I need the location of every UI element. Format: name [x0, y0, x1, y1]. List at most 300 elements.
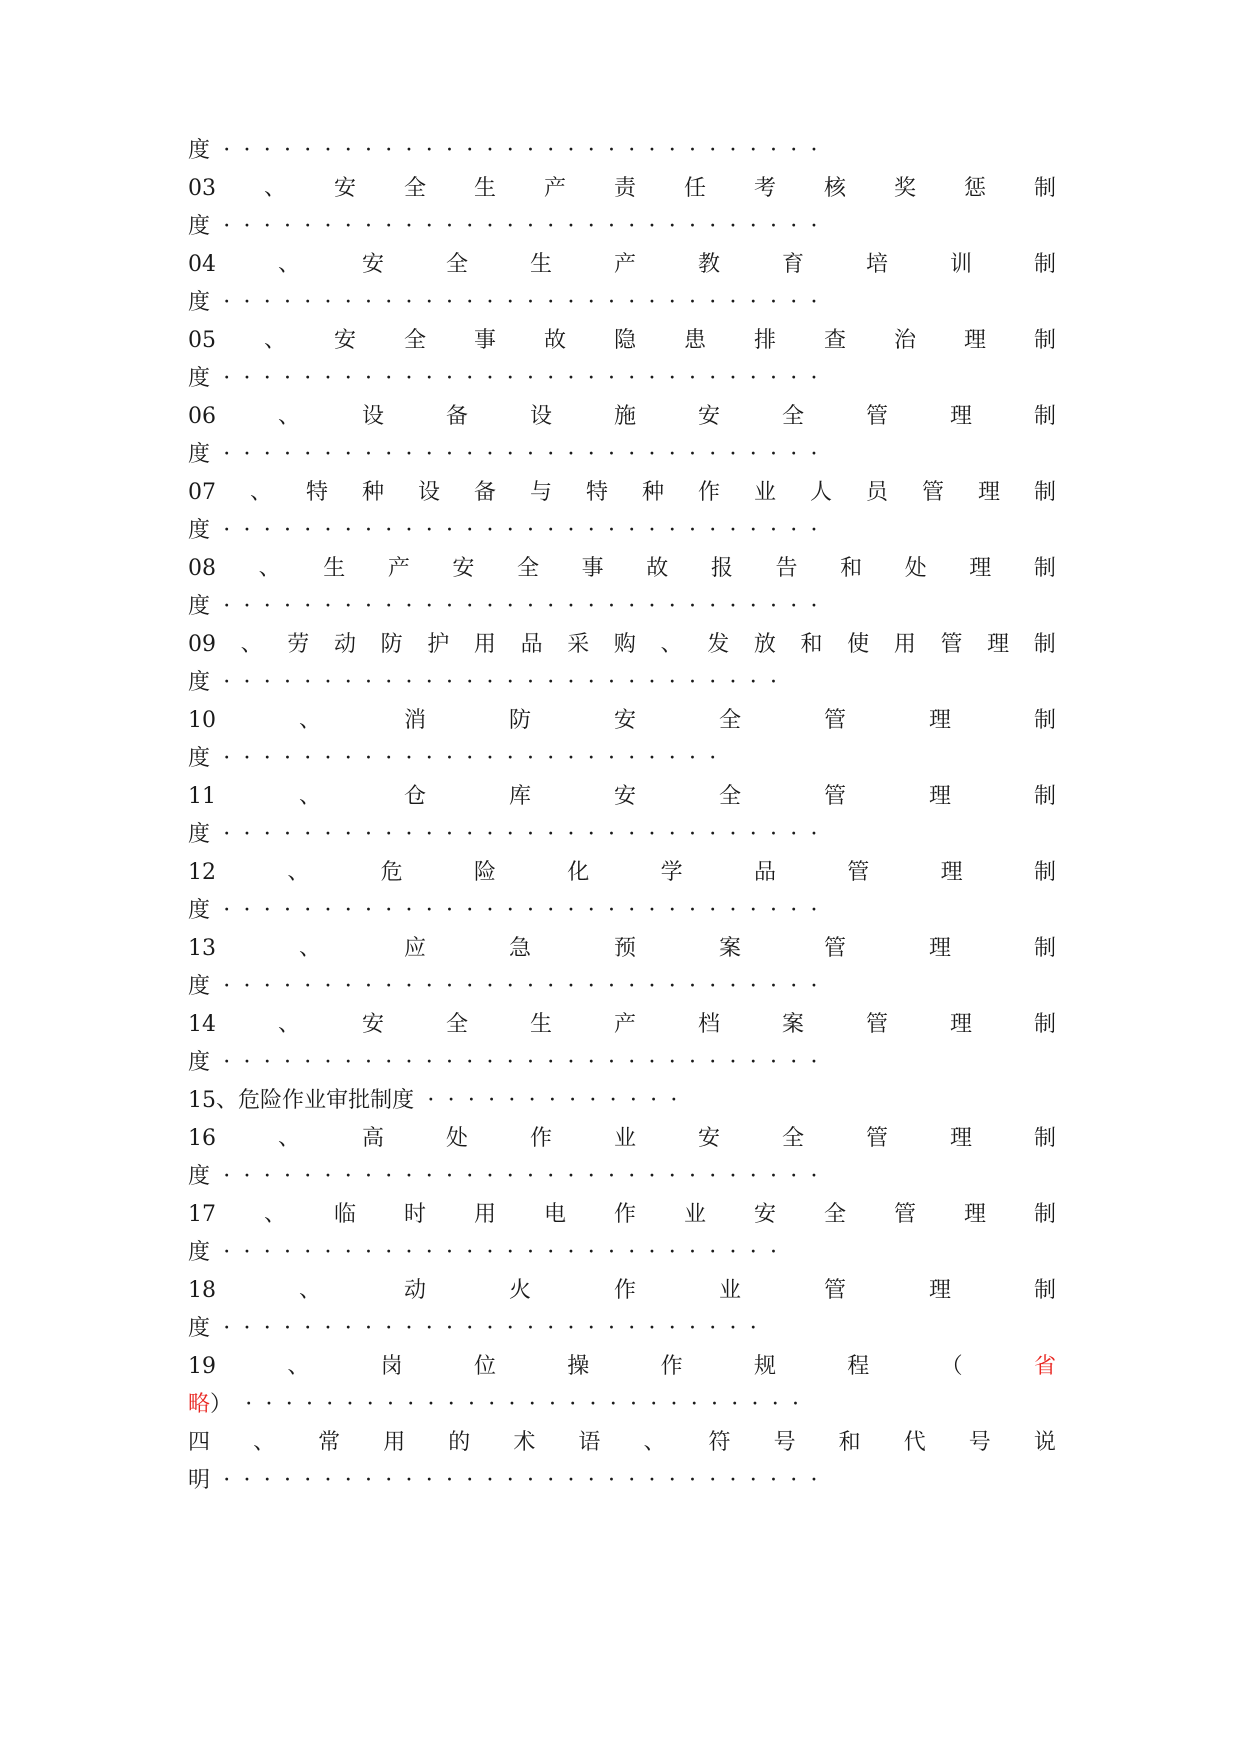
leader-dot: ·	[466, 214, 474, 239]
leader-dot: ·	[648, 1240, 656, 1265]
toc-entry	[188, 1082, 1056, 1120]
toc-glyph: 故	[543, 328, 566, 353]
leader-dot: ·	[587, 214, 595, 239]
leader-dot: ·	[223, 974, 231, 999]
toc-entry	[188, 474, 1056, 550]
leader-dot: ·	[385, 1050, 393, 1075]
leader-dot: ·	[385, 138, 393, 163]
toc-glyph: 奖	[893, 176, 916, 201]
leader-dot: ·	[770, 214, 778, 239]
leader-dot: ·	[506, 518, 514, 543]
toc-glyph: 制	[370, 1088, 393, 1113]
leader-dot: ·	[608, 670, 616, 695]
leader-dot: ·	[405, 518, 413, 543]
leader-dot: ·	[425, 670, 433, 695]
toc-glyph: 、	[287, 860, 310, 885]
leader-dot: ·	[425, 1468, 433, 1493]
leader-dot: ·	[506, 898, 514, 923]
toc-glyph: 理	[928, 784, 951, 809]
leader-dot: ·	[749, 1240, 757, 1265]
leader-dot: ·	[709, 594, 717, 619]
toc-glyph: 制	[1033, 556, 1056, 581]
leader-dot: ·	[528, 1392, 536, 1417]
leader-dot: ·	[447, 1088, 455, 1113]
toc-glyph: 12	[188, 860, 216, 885]
toc-entry-title-line	[188, 1272, 1056, 1310]
leader-dot: ·	[304, 1316, 312, 1341]
leader-dot: ·	[304, 974, 312, 999]
toc-glyph: 全	[823, 1202, 846, 1227]
leader-dot: ·	[265, 1392, 273, 1417]
leader-dot: ·	[365, 594, 373, 619]
toc-glyph: 产	[613, 1012, 636, 1037]
leader-dot: ·	[790, 1468, 798, 1493]
leader-dot: ·	[790, 290, 798, 315]
toc-glyph: 理	[963, 1202, 986, 1227]
leader-dot: ·	[425, 1164, 433, 1189]
toc-entry	[188, 1120, 1056, 1196]
toc-glyph: 应	[403, 936, 426, 961]
leader-dot: ·	[486, 1164, 494, 1189]
toc-glyph: 度	[188, 1164, 211, 1189]
leader-dot: ·	[324, 746, 332, 771]
toc-glyph: 管	[921, 480, 944, 505]
toc-glyph: 高	[361, 1126, 384, 1151]
leader-dot: ·	[587, 898, 595, 923]
toc-glyph: 劳	[287, 632, 310, 657]
leader-dot: ·	[770, 1468, 778, 1493]
leader-dot: ·	[486, 1240, 494, 1265]
toc-glyph: 制	[1033, 784, 1056, 809]
toc-glyph: 员	[865, 480, 888, 505]
leader-dot: ·	[689, 1240, 697, 1265]
leader-dot: ·	[770, 898, 778, 923]
toc-glyph: 06	[188, 404, 216, 429]
leader-dot: ·	[263, 1240, 271, 1265]
toc-entry	[188, 246, 1056, 322]
leader-dot: ·	[243, 974, 251, 999]
leader-dot: ·	[608, 746, 616, 771]
leader-dot: ·	[810, 214, 818, 239]
leader-dot: ·	[365, 214, 373, 239]
leader-dot: ·	[628, 1468, 636, 1493]
leader-dot: ·	[810, 518, 818, 543]
leader-dot: ·	[689, 670, 697, 695]
toc-glyph: 度	[188, 366, 211, 391]
leader-dot: ·	[709, 442, 717, 467]
leader-dot: ·	[508, 1392, 516, 1417]
toc-glyph: 危	[238, 1088, 261, 1113]
leader-dot: ·	[709, 822, 717, 847]
leader-dot: ·	[628, 1164, 636, 1189]
toc-glyph: 产	[387, 556, 410, 581]
leader-dot: ·	[689, 594, 697, 619]
toc-glyph: 设	[529, 404, 552, 429]
leader-dot: ·	[648, 1164, 656, 1189]
leader-dot: ·	[527, 1050, 535, 1075]
toc-glyph: 危	[380, 860, 403, 885]
leader-dot: ·	[668, 1164, 676, 1189]
toc-glyph: 的	[448, 1430, 471, 1455]
toc-entry-tail-line	[188, 1044, 1056, 1082]
leader-dot: ·	[770, 442, 778, 467]
leader-dot: ·	[549, 1392, 557, 1417]
toc-entry	[188, 398, 1056, 474]
leader-dot: ·	[648, 1316, 656, 1341]
toc-entry-title-line	[188, 246, 1056, 284]
leader-dot: ·	[446, 1468, 454, 1493]
leader-dot: ·	[648, 138, 656, 163]
leader-dot: ·	[770, 518, 778, 543]
toc-glyph: 种	[641, 480, 664, 505]
toc-glyph: 管	[823, 1278, 846, 1303]
toc-glyph: 常	[318, 1430, 341, 1455]
leader-dot: ·	[446, 1240, 454, 1265]
toc-glyph: 、	[277, 404, 300, 429]
leader-dot: ·	[324, 214, 332, 239]
leader-dot: ·	[587, 822, 595, 847]
leader-dot: ·	[284, 898, 292, 923]
leader-dot: ·	[628, 746, 636, 771]
leader-dot: ·	[749, 974, 757, 999]
leader-dot: ·	[446, 290, 454, 315]
leader-dot: ·	[770, 1240, 778, 1265]
leader-dot: ·	[506, 442, 514, 467]
leader-dot: ·	[790, 1164, 798, 1189]
leader-dot: ·	[709, 670, 717, 695]
leader-dot: ·	[405, 898, 413, 923]
leader-dot: ·	[629, 1088, 637, 1113]
leader-dot: ·	[729, 898, 737, 923]
leader-dot: ·	[628, 442, 636, 467]
toc-glyph: 任	[683, 176, 706, 201]
leader-dot: ·	[466, 1164, 474, 1189]
leader-dot: ·	[567, 518, 575, 543]
leader-dot: ·	[385, 1316, 393, 1341]
toc-glyph: 安	[753, 1202, 776, 1227]
leader-dot: ·	[506, 594, 514, 619]
leader-dot: ·	[284, 366, 292, 391]
leader-dot: ·	[284, 1164, 292, 1189]
leader-dot: ·	[263, 138, 271, 163]
toc-glyph: 特	[585, 480, 608, 505]
leader-dot: ·	[709, 1316, 717, 1341]
leader-dot: ·	[569, 1392, 577, 1417]
leader-dot: ·	[608, 214, 616, 239]
toc-entry-title-line	[188, 702, 1056, 740]
leader-dot: ·	[486, 366, 494, 391]
leader-dot: ·	[527, 518, 535, 543]
toc-glyph: 安	[333, 328, 356, 353]
leader-dot: ·	[365, 366, 373, 391]
leader-dot: ·	[405, 746, 413, 771]
leader-dot: ·	[790, 822, 798, 847]
leader-dot: ·	[668, 442, 676, 467]
leader-dot: ·	[547, 1164, 555, 1189]
toc-entry-tail-line	[188, 132, 1056, 170]
toc-glyph: 动	[403, 1278, 426, 1303]
toc-glyph: 03	[188, 176, 216, 201]
leader-dot: ·	[425, 442, 433, 467]
leader-dot: ·	[810, 1164, 818, 1189]
leader-dot: ·	[628, 366, 636, 391]
leader-dot: ·	[425, 290, 433, 315]
leader-dot: ·	[223, 1050, 231, 1075]
toc-glyph: 度	[188, 898, 211, 923]
leader-dot: ·	[466, 138, 474, 163]
leader-dot: ·	[547, 442, 555, 467]
leader-dot: ·	[628, 290, 636, 315]
leader-dot: ·	[770, 594, 778, 619]
leader-dot: ·	[790, 442, 798, 467]
leader-dot: ·	[709, 974, 717, 999]
leader-dot: ·	[608, 1240, 616, 1265]
leader-dot: ·	[365, 442, 373, 467]
leader-dot: ·	[587, 442, 595, 467]
leader-dot: ·	[608, 594, 616, 619]
leader-dot: ·	[648, 746, 656, 771]
leader-dot: ·	[567, 822, 575, 847]
leader-dot: ·	[344, 138, 352, 163]
leader-dot: ·	[668, 1240, 676, 1265]
leader-dot: ·	[506, 1316, 514, 1341]
leader-dot: ·	[324, 898, 332, 923]
leader-dot: ·	[506, 1050, 514, 1075]
leader-dot: ·	[223, 214, 231, 239]
leader-dot: ·	[223, 518, 231, 543]
leader-dot: ·	[284, 746, 292, 771]
leader-dot: ·	[709, 1240, 717, 1265]
toc-glyph: 全	[718, 708, 741, 733]
leader-dot: ·	[243, 518, 251, 543]
leader-dot: ·	[466, 442, 474, 467]
leader-dot: ·	[446, 974, 454, 999]
leader-dot: ·	[751, 1392, 759, 1417]
leader-dot: ·	[263, 974, 271, 999]
toc-glyph: 全	[718, 784, 741, 809]
leader-dot: ·	[729, 138, 737, 163]
leader-dot: ·	[587, 1240, 595, 1265]
leader-dot: ·	[223, 1240, 231, 1265]
toc-glyph: 制	[1033, 404, 1056, 429]
toc-glyph: 险	[473, 860, 496, 885]
leader-dot: ·	[567, 974, 575, 999]
leader-dot: ·	[243, 898, 251, 923]
leader-dot: ·	[284, 214, 292, 239]
leader-dot: ·	[648, 1050, 656, 1075]
toc-glyph: 、	[253, 1430, 276, 1455]
leader-dot: ·	[263, 1316, 271, 1341]
leader-dot: ·	[466, 898, 474, 923]
toc-glyph: 制	[1033, 1012, 1056, 1037]
leader-dot: ·	[668, 290, 676, 315]
leader-dot: ·	[385, 974, 393, 999]
leader-dot: ·	[670, 1392, 678, 1417]
leader-dot: ·	[689, 822, 697, 847]
leader-dot: ·	[689, 1164, 697, 1189]
leader-dot: ·	[790, 898, 798, 923]
leader-dot: ·	[609, 1392, 617, 1417]
toc-glyph: 10	[188, 708, 216, 733]
leader-dot: ·	[365, 1240, 373, 1265]
leader-dot: ·	[405, 442, 413, 467]
leader-dot: ·	[486, 594, 494, 619]
leader-dot: ·	[324, 594, 332, 619]
leader-dot: ·	[243, 290, 251, 315]
leader-dot: ·	[729, 670, 737, 695]
toc-glyph: 、	[249, 480, 272, 505]
leader-dot: ·	[608, 974, 616, 999]
leader-dot: ·	[547, 1050, 555, 1075]
leader-dot: ·	[385, 898, 393, 923]
leader-dot: ·	[790, 214, 798, 239]
toc-entry-tail-line	[188, 816, 1056, 854]
toc-glyph: 库	[508, 784, 531, 809]
toc-glyph: 品	[753, 860, 776, 885]
leader-dot: ·	[547, 1240, 555, 1265]
leader-dot: ·	[284, 594, 292, 619]
leader-dot: ·	[749, 1316, 757, 1341]
leader-dot: ·	[466, 518, 474, 543]
toc-glyph: 设	[361, 404, 384, 429]
leader-dot: ·	[324, 1316, 332, 1341]
toc-entry-tail-line	[188, 208, 1056, 246]
leader-dot: ·	[810, 1050, 818, 1075]
leader-dot: ·	[668, 822, 676, 847]
leader-dot: ·	[284, 442, 292, 467]
toc-entry-tail-line	[188, 284, 1056, 322]
toc-glyph: 理	[928, 1278, 951, 1303]
leader-dot: ·	[527, 594, 535, 619]
toc-glyph: 制	[1033, 1126, 1056, 1151]
leader-dot: ·	[810, 974, 818, 999]
leader-dot: ·	[326, 1392, 334, 1417]
leader-dot: ·	[567, 214, 575, 239]
toc-glyph: 业	[683, 1202, 706, 1227]
toc-glyph: 制	[1033, 176, 1056, 201]
leader-dot: ·	[324, 290, 332, 315]
toc-glyph: 和	[840, 556, 863, 581]
leader-dot: ·	[771, 1392, 779, 1417]
leader-dot: ·	[668, 746, 676, 771]
toc-glyph: 人	[809, 480, 832, 505]
leader-dot: ·	[547, 1468, 555, 1493]
toc-glyph: 安	[333, 176, 356, 201]
toc-glyph: 、	[643, 1430, 666, 1455]
leader-dot: ·	[284, 518, 292, 543]
leader-dot: ·	[508, 1088, 516, 1113]
leader-dot: ·	[689, 366, 697, 391]
leader-dot: ·	[425, 138, 433, 163]
toc-glyph: 理	[949, 404, 972, 429]
leader-dot: ·	[486, 974, 494, 999]
leader-dot: ·	[304, 442, 312, 467]
toc-glyph: 动	[333, 632, 356, 657]
leader-dot: ·	[749, 822, 757, 847]
leader-dot: ·	[527, 1164, 535, 1189]
leader-dot: ·	[527, 1468, 535, 1493]
toc-glyph: 代	[903, 1430, 926, 1455]
leader-dot: ·	[729, 1316, 737, 1341]
leader-dot: ·	[587, 1316, 595, 1341]
leader-dot: ·	[425, 594, 433, 619]
toc-glyph: 考	[753, 176, 776, 201]
leader-dot: ·	[506, 822, 514, 847]
leader-dot: ·	[567, 442, 575, 467]
leader-dot: ·	[650, 1392, 658, 1417]
leader-dot: ·	[770, 1164, 778, 1189]
leader-dot: ·	[648, 974, 656, 999]
toc-glyph: 度	[188, 594, 211, 619]
toc-glyph: 、	[263, 1202, 286, 1227]
toc-glyph: 管	[823, 708, 846, 733]
toc-glyph: 08	[188, 556, 216, 581]
toc-entry-tail-line	[188, 588, 1056, 626]
toc-entry-tail-line	[188, 1462, 1056, 1500]
leader-dot: ·	[486, 670, 494, 695]
leader-dot: ·	[668, 594, 676, 619]
leader-dot: ·	[466, 1468, 474, 1493]
leader-dot: ·	[243, 442, 251, 467]
toc-glyph: 训	[949, 252, 972, 277]
leader-dot: ·	[527, 974, 535, 999]
toc-glyph: 说	[1033, 1430, 1056, 1455]
leader-dot: ·	[648, 822, 656, 847]
leader-dot: ·	[506, 746, 514, 771]
leader-dot: ·	[668, 214, 676, 239]
leader-dot: ·	[547, 1316, 555, 1341]
toc-glyph: 火	[508, 1278, 531, 1303]
leader-dot: ·	[385, 746, 393, 771]
toc-glyph: 业	[304, 1088, 327, 1113]
toc-glyph: 明	[188, 1468, 211, 1493]
leader-dot: ·	[304, 290, 312, 315]
toc-glyph: 险	[260, 1088, 283, 1113]
leader-dot: ·	[447, 1392, 455, 1417]
leader-dot: ·	[770, 670, 778, 695]
toc-entry-title-line	[188, 398, 1056, 436]
leader-dot: ·	[284, 290, 292, 315]
leader-dot: ·	[668, 366, 676, 391]
leader-dot: ·	[466, 290, 474, 315]
toc-glyph: 符	[708, 1430, 731, 1455]
leader-dot: ·	[324, 822, 332, 847]
leader-dot: ·	[425, 974, 433, 999]
toc-glyph: 理	[949, 1126, 972, 1151]
leader-dot: ·	[587, 670, 595, 695]
leader-dot: ·	[690, 1392, 698, 1417]
toc-glyph: 理	[969, 556, 992, 581]
leader-dot: ·	[344, 1164, 352, 1189]
leader-dot: ·	[749, 290, 757, 315]
leader-dot: ·	[365, 822, 373, 847]
leader-dot: ·	[263, 1164, 271, 1189]
leader-dot: ·	[729, 1050, 737, 1075]
leader-dot: ·	[284, 1316, 292, 1341]
leader-dot: ·	[446, 594, 454, 619]
leader-dot: ·	[263, 670, 271, 695]
leader-dot: ·	[304, 366, 312, 391]
toc-glyph: 与	[529, 480, 552, 505]
leader-dot: ·	[284, 1050, 292, 1075]
leader-dot: ·	[304, 1164, 312, 1189]
leader-dot: ·	[324, 442, 332, 467]
leader-dot: ·	[324, 1164, 332, 1189]
toc-glyph: 15	[188, 1088, 216, 1113]
leader-dot: ·	[324, 1050, 332, 1075]
leader-dot: ·	[790, 594, 798, 619]
leader-dot: ·	[709, 290, 717, 315]
